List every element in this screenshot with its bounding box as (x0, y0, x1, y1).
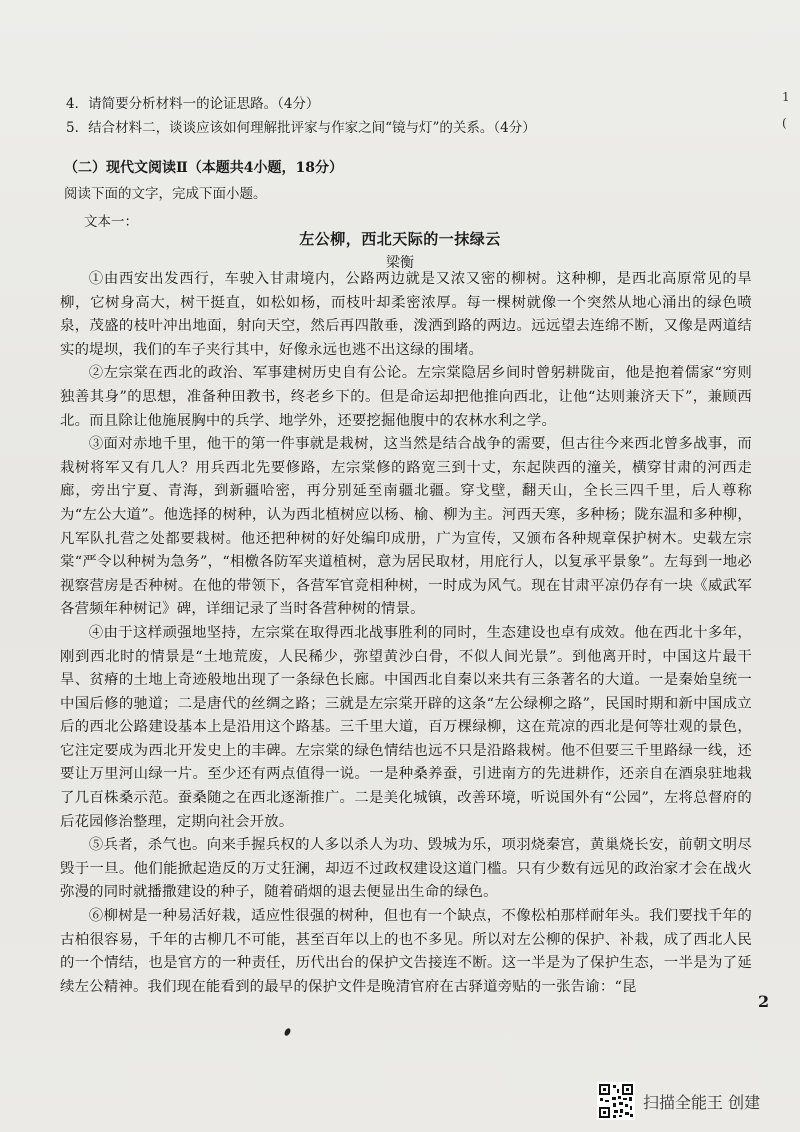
scan-speck (283, 1027, 291, 1036)
paragraph-1: ①由西安出发西行，车驶入甘肃境内，公路两边就是又浓又密的柳树。这种柳，是西北高原常见的旱柳，它树身高大，树干挺直，如松如杨，而枝叶却柔密浓厚。每一棵树就像一个突然从地心涌出的绿色喷泉，茂盛的枝叶冲出地面，射向天空，然后再四散垂，泼洒到路的两边。远远望去连绵不断，又像是两道结实的堤坝，我们的车子夹行其中，好像永远也逃不出这绿的围堵。 (60, 271, 752, 358)
paragraph-6: ⑥柳树是一种易活好栽，适应性很强的树种，但也有一个缺点，不像松柏那样耐年头。我们要找千年的古柏很容易，千年的古柳几不可能，甚至百年以上的也不多见。所以对左公柳的保护、补栽，成了西北人民的一个情结，也是官方的一种责任，历代出台的保护文告接连不断。这一半是为了保护生态，一半是为了延续左公精神。我们现在能看到的最早的保护文件是晚清官府在古驿道旁贴的一张告谕：“昆 (60, 908, 752, 995)
paragraph-3: ③面对赤地千里，他干的第一件事就是栽树，这当然是结合战争的需要，但古往今来西北曾多战事，而栽树将军又有几人？用兵西北先要修路，左宗棠修的路宽三到十丈，东起陕西的潼关，横穿甘肃的河西走廊，旁出宁夏、青海，到新疆哈密，再分别延至南疆北疆。穿戈壁，翻天山，全长三四千里，后人尊称为“左公大道”。他选择的树种，认为西北植树应以杨、榆、柳为主。河西天寒，多种杨；陇东温和多种柳，凡军队扎营之处都要栽树。他还把种树的好处编印成册，广为宣传，又颁布各种规章保护树木。史载左宗棠“严令以种树为急务”，“相檄各防军夹道植树，意为居民取材，用庇行人，以复承平景象”。左每到一地必视察营房是否种树。在他的带领下，各营军官竞相种树，一时成为风气。现在甘肃平凉仍存有一块《威武军各营频年种树记》碑，详细记录了当时各营种树的情景。 (60, 436, 752, 618)
article-author: 梁衡 (386, 255, 414, 271)
reading-instruction: 阅读下面的文字，完成下面小题。 (64, 186, 267, 202)
section-heading: （二）现代文阅读Ⅱ（本题共4小题，18分） (64, 160, 344, 176)
text-label: 文本一： (84, 214, 138, 230)
page-number: 2 (758, 992, 770, 1011)
watermark-text: 扫描全能王 创建 (643, 1092, 761, 1112)
edge-mark-top: 1 (782, 90, 790, 104)
scanner-watermark (597, 1082, 760, 1120)
paragraph-2: ②左宗棠在西北的政治、军事建树历史自有公论。左宗棠隐居乡间时曾躬耕陇亩，他是抱着儒家“穷则独善其身”的思想，准备种田教书，终老乡下的。但是命运却把他推向西北，让他“达则兼济天下”，兼顾西北。而且除让他施展胸中的兵学、地学外，还要挖掘他腹中的农林水利之学。 (60, 365, 752, 429)
question-5: 5．结合材料二，谈谈应该如何理解批评家与作家之间“镜与灯”的关系。（4分） (66, 120, 536, 136)
paragraph-5: ⑤兵者，杀气也。向来手握兵权的人多以杀人为功、毁城为乐，项羽烧秦宫，黄巢烧长安，前朝文明尽毁于一旦。他们能掀起造反的万丈狂澜，却迈不过政权建设这道门槛。只有少数有远见的政治家才会在战火弥漫的同时就播撒建设的种子，随着硝烟的退去便显出生命的绿色。 (60, 837, 752, 901)
qr-code-icon (597, 1082, 635, 1120)
article-body (60, 268, 752, 999)
paragraph-4: ④由于这样顽强地坚持，左宗棠在取得西北战事胜利的同时，生态建设也卓有成效。他在西北十多年，刚到西北时的情景是“土地荒废，人民稀少，弥望黄沙白骨，不似人间光景”。到他离开时，中国这片最干旱、贫瘠的土地上奇迹般地出现了一条绿色长廊。中国西北自秦以来共有三条著名的大道。一是秦始皇统一中国后修的驰道；二是唐代的丝绸之路；三就是左宗棠开辟的这条“左公绿柳之路”，民国时期和新中国成立后的西北公路建设基本上是沿用这个路基。三千里大道，百万棵绿柳，这在荒凉的西北是何等壮观的景色，它注定要成为西北开发史上的丰碑。左宗棠的绿色情结也远不只是沿路栽树。他不但要三千里路绿一线，还要让万里河山绿一片。至少还有两点值得一说。一是种桑养蚕，引进南方的先进耕作，还亲自在酒泉驻地栽了几百株桑示范。蚕桑随之在西北逐渐推广。二是美化城镇，改善环境，听说国外有“公园”，左将总督府的后花园修治整理，定期向社会开放。 (60, 624, 752, 830)
article-title: 左公柳，西北天际的一抹绿云 (299, 230, 501, 248)
edge-mark-bottom: ( (782, 116, 787, 130)
question-4: 4．请简要分析材料一的论证思路。（4分） (66, 96, 320, 112)
